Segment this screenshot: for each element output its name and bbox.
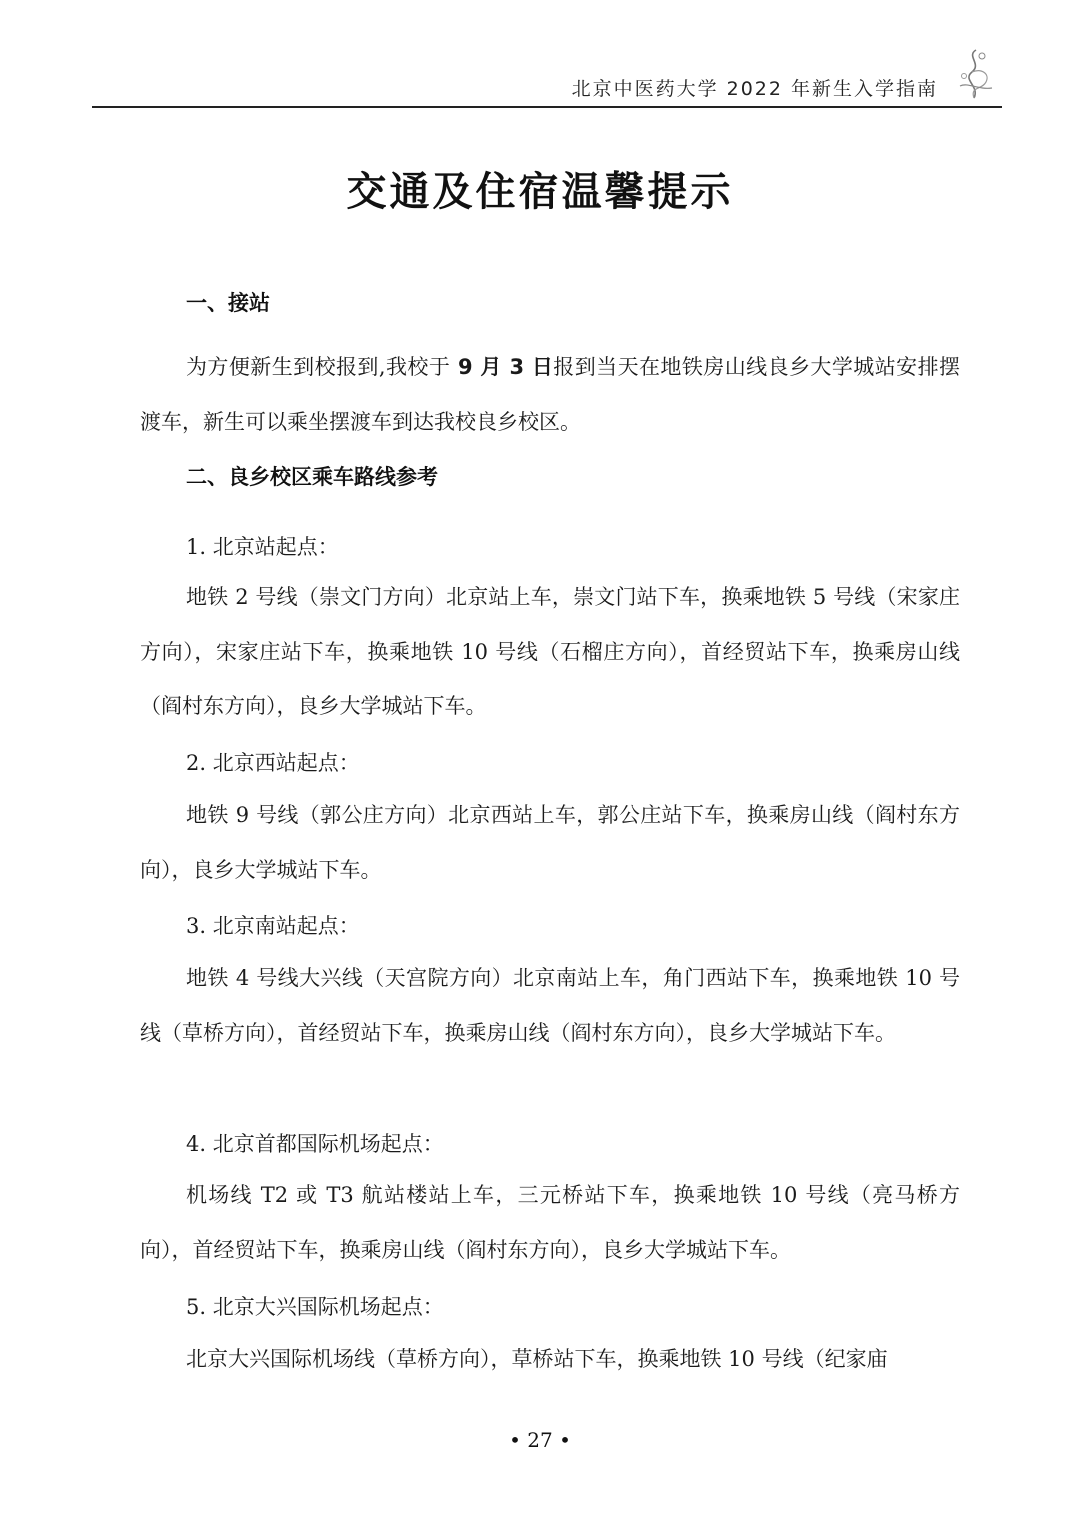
page-title: 交通及住宿温馨提示 <box>346 169 734 215</box>
route-heading-daxing-airport: 5. 北京大兴国际机场起点： <box>186 1295 444 1319</box>
route-text-beijing-south: 地铁 4 号线大兴线（天宫院方向）北京南站上车，角门西站下车，换乘地铁 10 号线（草桥方向），首经贸站下车，换乘房山线（阎村东方向），良乡大学城站下车。 <box>140 966 960 1045</box>
route-text-daxing-airport: 北京大兴国际机场线（草桥方向），草桥站下车，换乘地铁 10 号线（纪家庙 <box>186 1347 888 1371</box>
route-heading-beijing-station: 1. 北京站起点： <box>186 535 339 559</box>
route-text-beijing-station: 地铁 2 号线（崇文门方向）北京站上车，崇文门站下车，换乘地铁 5 号线（宋家庄方向），宋家庄站下车，换乘地铁 10 号线（石榴庄方向），首经贸站下车，换乘房山线（阎村东方向），良乡大学城站下车。 <box>140 585 960 718</box>
route-heading-capital-airport: 4. 北京首都国际机场起点： <box>186 1132 444 1156</box>
pickup-date: 9 月 3 日 <box>450 355 554 379</box>
route-heading-beijing-west: 2. 北京西站起点： <box>186 751 360 775</box>
pickup-text-a: 为方便新生到校报到,我校于 <box>186 355 451 379</box>
route-text-capital-airport: 机场线 T2 或 T3 航站楼站上车，三元桥站下车，换乘地铁 10 号线（亮马桥方向），首经贸站下车，换乘房山线（阎村东方向），良乡大学城站下车。 <box>140 1183 960 1262</box>
section-heading-pickup: 一、接站 <box>186 291 270 315</box>
route-text-beijing-west: 地铁 9 号线（郭公庄方向）北京西站上车，郭公庄站下车，换乘房山线（阎村东方向），良乡大学城站下车。 <box>140 803 960 882</box>
page-header <box>92 68 1002 108</box>
pickup-paragraph <box>140 340 960 449</box>
header-title: 北京中医药大学 2022 年新生入学指南 <box>571 78 938 100</box>
floral-ornament-icon <box>952 46 1000 102</box>
route-heading-beijing-south: 3. 北京南站起点： <box>186 914 360 938</box>
pickup-text-b: 报到当天在地铁房山线良乡大学城站安排摆渡车，新生可以乘坐摆渡车到达我校良乡校区。 <box>140 355 961 434</box>
section-heading-routes: 二、良乡校区乘车路线参考 <box>186 465 438 489</box>
page-number: • 27 • <box>509 1428 571 1452</box>
